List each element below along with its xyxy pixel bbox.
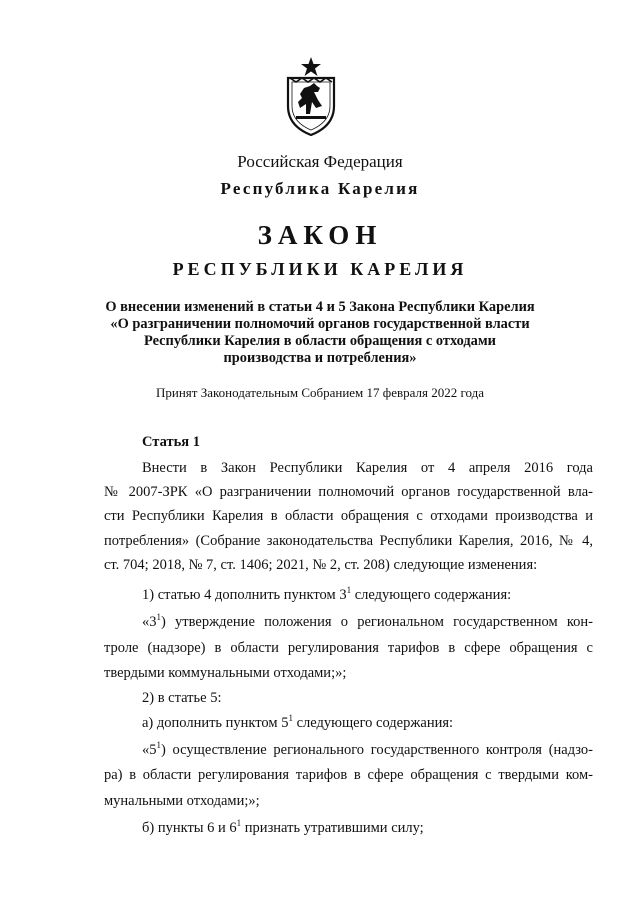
subject-line: О внесении изменений в статьи 4 и 5 Закона Республики Карелия <box>105 299 535 315</box>
karelia-coat-of-arms-icon <box>284 56 338 136</box>
paragraph-line: Внести в Закон Республики Карелия от 4 апреля 2016 года <box>142 460 593 476</box>
quote-line: ра) в области регулирования тарифов в сфере обращения с твердыми ком- <box>104 767 593 783</box>
law-title: ЗАКОН <box>257 220 383 250</box>
paragraph-line: № 2007-ЗРК «О разграничении полномочий органов государственной вла- <box>104 484 593 500</box>
law-subject <box>0 299 640 367</box>
quote-line: мунальными отходами;»; <box>104 793 260 809</box>
paragraph-line: ст. 704; 2018, № 7, ст. 1406; 2021, № 2, ст. 208) следующие изменения: <box>104 557 538 573</box>
list-item: 2) в статье 5: <box>142 690 222 706</box>
subject-line: «О разграничении полномочий органов государственной власти <box>110 316 530 332</box>
paragraph-line: сти Республики Карелия в области обращения с отходами производства и <box>104 508 593 524</box>
quote-line: «$5^1$) осуществление регионального государственного контроля (надзо- <box>142 740 593 758</box>
list-item: 1) статью 4 дополнить пунктом $3^1$ следующего содержания: <box>142 585 512 603</box>
law-of-republic: РЕСПУБЛИКИ КАРЕЛИЯ <box>172 259 468 279</box>
quote-line: «$3^1$) утверждение положения о региональном государственном кон- <box>142 612 593 630</box>
republic-name: Республика Карелия <box>220 179 420 198</box>
country-name: Российская Федерация <box>237 152 403 171</box>
list-item: б) пункты 6 и $6^1$ признать утратившими силу; <box>142 818 424 836</box>
paragraph-line: потребления» (Собрание законодательства Республики Карелия, 2016, № 4, <box>104 533 593 549</box>
subject-line: производства и потребления» <box>223 350 417 366</box>
subject-line: Республики Карелия в области обращения с отходами <box>144 333 496 349</box>
quote-line: твердыми коммунальными отходами;»; <box>104 665 347 681</box>
article-title: Статья 1 <box>142 434 200 450</box>
quote-line: троле (надзоре) в области регулирования тарифов в сфере обращения с <box>104 640 593 656</box>
list-item: а) дополнить пунктом $5^1$ следующего содержания: <box>142 713 454 731</box>
adoption-note: Принят Законодательным Собранием 17 февраля 2022 года <box>156 385 484 400</box>
